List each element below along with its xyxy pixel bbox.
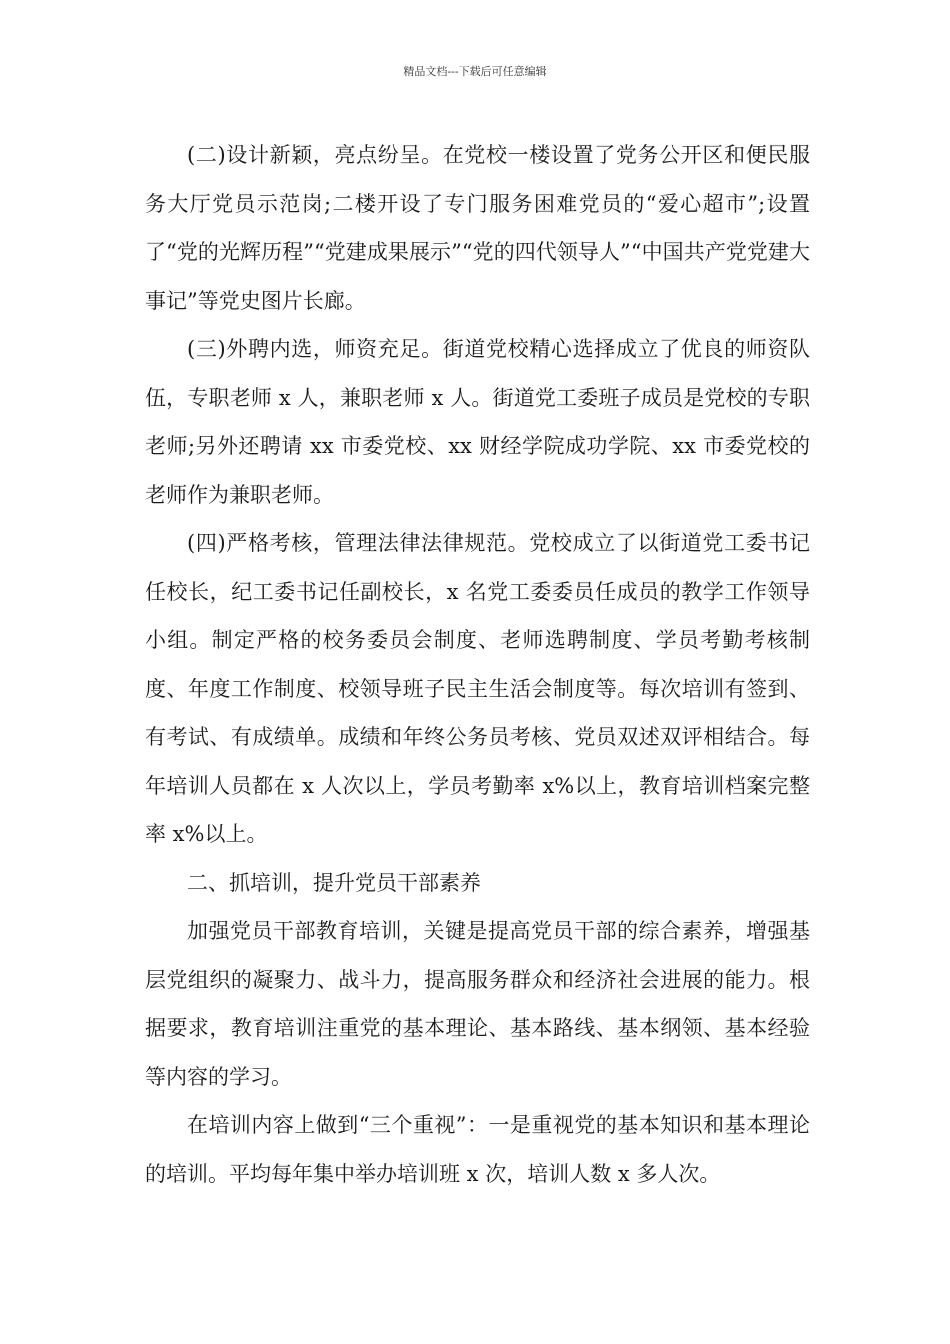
paragraph-section-2: (二)设计新颖，亮点纷呈。在党校一楼设置了党务公开区和便民服务大厅党员示范岗;二楼开设了专门服务困难党员的“爱心超市”;设置了“党的光辉历程”“党建成果展示”“党的四代领导人”“中国共产党党建大事记”等党史图片长廊。 xyxy=(145,143,810,313)
paragraph-three-emphases: 在培训内容上做到“三个重视”：一是重视党的基本知识和基本理论的培训。平均每年集中举办培训班 x 次，培训人数 x 多人次。 xyxy=(145,1113,810,1186)
paragraph-training-intro: 加强党员干部教育培训，关键是提高党员干部的综合素养，增强基层党组织的凝聚力、战斗力，提高服务群众和经济社会进展的能力。根据要求，教育培训注重党的基本理论、基本路线、基本纲领、基本经验等内容的学习。 xyxy=(145,919,810,1089)
section-heading-training: 二、抓培训，提升党员干部素养 xyxy=(187,870,481,895)
page-header: 精品文档---下载后可任意编辑 xyxy=(403,65,547,78)
document-body xyxy=(145,131,810,1198)
paragraph-section-4: (四)严格考核，管理法律法律规范。党校成立了以街道党工委书记任校长，纪工委书记任副校长，x 名党工委委员任成员的教学工作领导小组。制定严格的校务委员会制度、老师选聘制度、学员考勤考核制度、年度工作制度、校领导班子民主生活会制度等。每次培训有签到、有考试、有成绩单。成绩和年终公务员考核、党员双述双评相结合。每年培训人员都在 x 人次以上，学员考勤率 x%以上，教育培训档案完整率 x%以上。 xyxy=(145,531,810,846)
paragraph-section-3: (三)外聘内选，师资充足。街道党校精心选择成立了优良的师资队伍，专职老师 x 人，兼职老师 x 人。街道党工委班子成员是党校的专职老师;另外还聘请 xx 市委党校、xx 财经学院成功学院、xx 市委党校的老师作为兼职老师。 xyxy=(145,337,810,507)
